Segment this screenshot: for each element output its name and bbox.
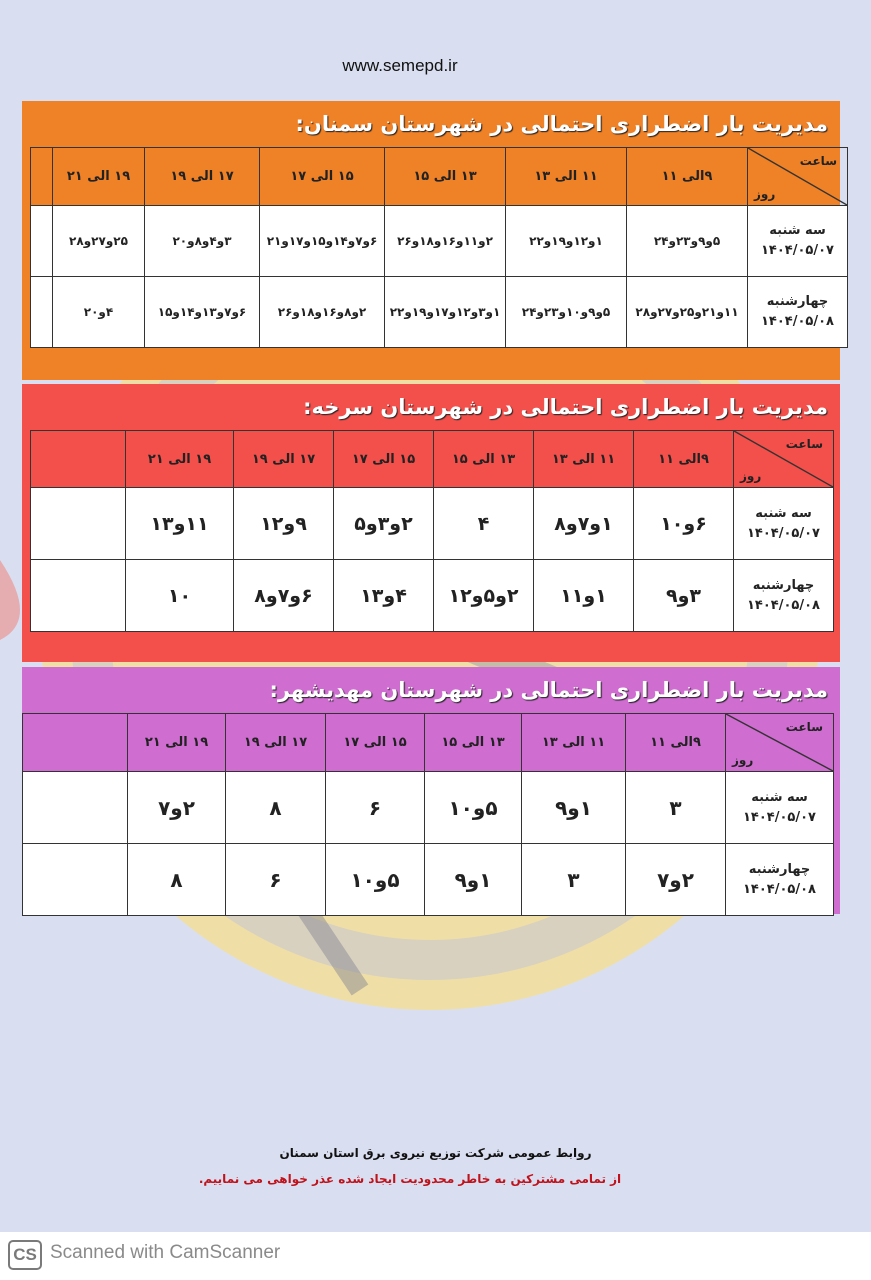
table-cell: ۳و۹ xyxy=(634,560,734,632)
day-date: ۱۴۰۴/۰۵/۰۸ xyxy=(747,597,820,613)
day-name: چهارشنبه xyxy=(752,577,815,593)
footer-apology: از تمامی مشترکین به خاطر محدودیت ایجاد شده عذر خواهی می نماییم. xyxy=(198,1172,622,1186)
header-cell: ۱۳ الی ۱۵ xyxy=(385,148,506,206)
sorkheh-section xyxy=(22,384,840,662)
empty-cell xyxy=(31,277,53,348)
table-cell: ۲و۵و۱۲ xyxy=(434,560,534,632)
table-cell: ۲و۷ xyxy=(128,772,226,844)
table-cell: ۵و۹و۱۰و۲۳و۲۴ xyxy=(506,277,627,348)
header-cell: ۱۳ الی ۱۵ xyxy=(434,431,534,488)
section-title: مدیریت بار اضطراری احتمالی در شهرستان مهدیشهر: xyxy=(269,678,828,702)
day-date: ۱۴۰۴/۰۵/۰۷ xyxy=(761,243,834,258)
header-cell: ۹الی ۱۱ xyxy=(626,714,726,772)
header-cell: ۱۷ الی ۱۹ xyxy=(226,714,326,772)
hour-label: ساعت xyxy=(785,720,823,734)
table-cell: ۱۱و۱۳ xyxy=(126,488,234,560)
day-cell xyxy=(726,844,834,916)
table-cell: ۶ xyxy=(226,844,326,916)
table-cell: ۱و۹ xyxy=(522,772,626,844)
camscanner-watermark xyxy=(0,1232,871,1280)
table-cell: ۱و۷و۸ xyxy=(534,488,634,560)
day-name: سه شنبه xyxy=(751,789,808,805)
day-name: چهارشنبه xyxy=(748,861,811,877)
day-name: سه شنبه xyxy=(755,505,812,521)
table-cell: ۲و۱۱و۱۶و۱۸و۲۶ xyxy=(385,206,506,277)
table-cell: ۱و۹ xyxy=(425,844,522,916)
table-cell: ۵و۱۰ xyxy=(425,772,522,844)
table-cell: ۹و۱۲ xyxy=(234,488,334,560)
corner-cell xyxy=(748,148,848,206)
table-cell: ۶و۷و۱۴و۱۵و۱۷و۲۱ xyxy=(260,206,385,277)
header-row xyxy=(23,714,834,772)
empty-cell xyxy=(23,844,128,916)
header-cell: ۹الی ۱۱ xyxy=(627,148,748,206)
day-date: ۱۴۰۴/۰۵/۰۸ xyxy=(761,314,834,329)
header-row xyxy=(31,431,834,488)
section-title: مدیریت بار اضطراری احتمالی در شهرستان سمنان: xyxy=(295,112,828,136)
table-row xyxy=(23,844,834,916)
header-cell: ۱۵ الی ۱۷ xyxy=(326,714,425,772)
table-row xyxy=(31,206,848,277)
footer-public-relations: روابط عمومی شرکت توزیع نیروی برق استان سمنان xyxy=(279,1146,592,1160)
table-cell: ۶و۷و۱۳و۱۴و۱۵ xyxy=(145,277,260,348)
table-cell: ۴و۱۳ xyxy=(334,560,434,632)
table-cell: ۸ xyxy=(226,772,326,844)
table-cell: ۴و۲۰ xyxy=(53,277,145,348)
mahdishahr-section xyxy=(22,667,840,914)
table-cell: ۵و۱۰ xyxy=(326,844,425,916)
camscanner-logo-icon: CS xyxy=(8,1240,42,1270)
table-cell: ۶و۷و۸ xyxy=(234,560,334,632)
header-cell: ۱۵ الی ۱۷ xyxy=(260,148,385,206)
schedule-table xyxy=(22,713,834,916)
empty-cell xyxy=(31,431,126,488)
header-cell: ۱۱ الی ۱۳ xyxy=(522,714,626,772)
empty-cell xyxy=(31,206,53,277)
empty-cell xyxy=(23,772,128,844)
table-cell: ۲۵و۲۷و۲۸ xyxy=(53,206,145,277)
table-row xyxy=(31,560,834,632)
empty-cell xyxy=(31,488,126,560)
day-cell xyxy=(748,206,848,277)
header-cell: ۱۱ الی ۱۳ xyxy=(534,431,634,488)
table-cell: ۱و۳و۱۲و۱۷و۱۹و۲۲ xyxy=(385,277,506,348)
table-cell: ۶و۱۰ xyxy=(634,488,734,560)
day-cell xyxy=(734,560,834,632)
table-cell: ۸ xyxy=(128,844,226,916)
schedule-table xyxy=(30,430,834,632)
hour-label: ساعت xyxy=(785,437,823,451)
day-date: ۱۴۰۴/۰۵/۰۸ xyxy=(743,881,816,897)
table-row xyxy=(31,488,834,560)
schedule-table xyxy=(30,147,848,348)
day-date: ۱۴۰۴/۰۵/۰۷ xyxy=(743,809,816,825)
table-cell: ۲و۳و۵ xyxy=(334,488,434,560)
day-cell xyxy=(734,488,834,560)
header-cell: ۱۹ الی ۲۱ xyxy=(128,714,226,772)
table-cell: ۲و۷ xyxy=(626,844,726,916)
table-cell: ۳ xyxy=(626,772,726,844)
day-label: روز xyxy=(732,753,754,767)
day-cell xyxy=(726,772,834,844)
table-row xyxy=(31,277,848,348)
corner-cell xyxy=(726,714,834,772)
header-cell: ۱۹ الی ۲۱ xyxy=(126,431,234,488)
empty-cell xyxy=(31,560,126,632)
table-cell: ۱و۱۲و۱۹و۲۲ xyxy=(506,206,627,277)
table-cell: ۱۱و۲۱و۲۵و۲۷و۲۸ xyxy=(627,277,748,348)
header-cell: ۱۹ الی ۲۱ xyxy=(53,148,145,206)
corner-cell xyxy=(734,431,834,488)
website-url: www.semepd.ir xyxy=(342,56,458,75)
header-cell: ۱۷ الی ۱۹ xyxy=(145,148,260,206)
table-cell: ۵و۹و۲۳و۲۴ xyxy=(627,206,748,277)
table-cell: ۳و۴و۸و۲۰ xyxy=(145,206,260,277)
day-label: روز xyxy=(740,469,762,483)
table-cell: ۱و۱۱ xyxy=(534,560,634,632)
header-cell: ۹الی ۱۱ xyxy=(634,431,734,488)
table-cell: ۴ xyxy=(434,488,534,560)
day-label: روز xyxy=(754,187,776,201)
table-cell: ۱۰ xyxy=(126,560,234,632)
table-cell: ۳ xyxy=(522,844,626,916)
empty-cell xyxy=(23,714,128,772)
day-name: سه شنبه xyxy=(769,223,826,238)
header-cell: ۱۱ الی ۱۳ xyxy=(506,148,627,206)
table-cell: ۶ xyxy=(326,772,425,844)
header-cell: ۱۳ الی ۱۵ xyxy=(425,714,522,772)
table-cell: ۲و۸و۱۶و۱۸و۲۶ xyxy=(260,277,385,348)
semnan-section xyxy=(22,101,840,380)
day-cell xyxy=(748,277,848,348)
empty-cell xyxy=(31,148,53,206)
header-cell: ۱۷ الی ۱۹ xyxy=(234,431,334,488)
day-name: چهارشنبه xyxy=(766,294,829,309)
header-row xyxy=(31,148,848,206)
table-row xyxy=(23,772,834,844)
camscanner-text: Scanned with CamScanner xyxy=(50,1242,281,1263)
day-date: ۱۴۰۴/۰۵/۰۷ xyxy=(747,525,820,541)
hour-label: ساعت xyxy=(799,154,837,168)
section-title: مدیریت بار اضطراری احتمالی در شهرستان سرخه: xyxy=(303,395,828,419)
header-cell: ۱۵ الی ۱۷ xyxy=(334,431,434,488)
